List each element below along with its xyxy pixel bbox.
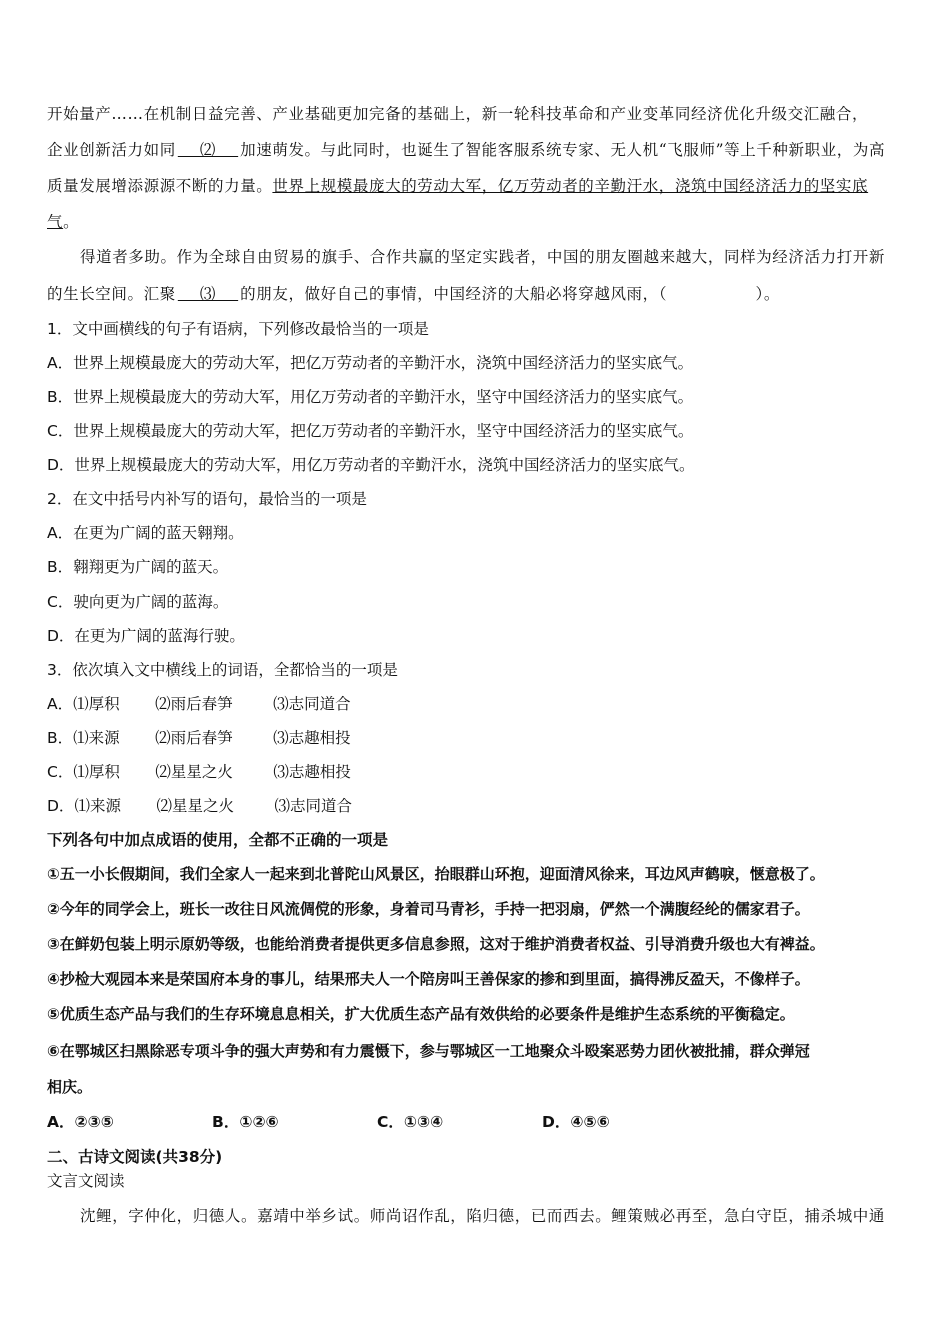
question-4-stem: 下列各句中加点成语的使用，全都不正确的一项是: [47, 831, 389, 849]
question-3-stem: 3．依次填入文中横线上的词语，全都恰当的一项是: [47, 661, 398, 679]
option-letter: D．: [47, 797, 75, 815]
passage-text: 企业创新活力如同: [47, 141, 176, 159]
question-4-sentence-5: ⑤优质生态产品与我们的生存环境息息相关，扩大优质生态产品有效供给的必要条件是维护生态系统的平衡稳定。: [47, 1005, 795, 1023]
question-4-sentence-4: ④抄检大观园本来是荣国府本身的事儿，结果邢夫人一个陪房叫王善保家的掺和到里面，搞得沸反盈天，不像样子。: [47, 970, 810, 988]
question-1-option-a: A．世界上规模最庞大的劳动大军，把亿万劳动者的辛勤汗水，浇筑中国经济活力的坚实底气。: [47, 354, 694, 372]
question-3-option-a: [47, 693, 910, 715]
option-letter: B．: [47, 729, 74, 747]
question-4-answers: [47, 1111, 910, 1133]
question-1-option-d: D．世界上规模最庞大的劳动大军，用亿万劳动者的辛勤汗水，浇筑中国经济活力的坚实底气。: [47, 456, 695, 474]
passage-text: 的生长空间。汇聚: [47, 285, 176, 303]
question-1-option-c: C．世界上规模最庞大的劳动大军，把亿万劳动者的辛勤汗水，坚守中国经济活力的坚实底气。: [47, 422, 694, 440]
passage-line: [47, 175, 910, 197]
classical-text-line: 沈鲤，字仲化，归德人。嘉靖中举乡试。师尚诏作乱，陷归德，已而西去。鲤策贼必再至，急白守臣，捕杀城中通: [80, 1207, 886, 1225]
question-1-option-b: B．世界上规模最庞大的劳动大军，用亿万劳动者的辛勤汗水，坚守中国经济活力的坚实底气。: [47, 388, 694, 406]
fill-blank-2: ⑵: [177, 141, 239, 159]
question-2-option-c: C．驶向更为广阔的蓝海。: [47, 593, 229, 611]
question-3-option-c: [47, 761, 910, 783]
passage-line: [47, 139, 910, 161]
underlined-sentence: 世界上规模最庞大的劳动大军，亿万劳动者的辛勤汗水，浇筑中国经济活力的坚实底: [272, 177, 869, 195]
passage-line: [80, 246, 910, 268]
option-word: ⑴厚积: [73, 695, 120, 713]
question-4-sentence-6-cont: 相庆。: [47, 1078, 93, 1096]
option-word: ⑶志趣相投: [273, 729, 351, 747]
passage-text: 。: [63, 213, 80, 231]
option-word: ⑶志趣相投: [273, 763, 351, 781]
question-4-sentence-6: ⑥在鄂城区扫黑除恶专项斗争的强大声势和有力震慑下，参与鄂城区一工地聚众斗殴案恶势力团伙被批捕，群众弹冠: [47, 1042, 810, 1060]
section-subtitle: 文言文阅读: [47, 1172, 125, 1190]
answer-option-b: B．①②⑥: [212, 1113, 279, 1131]
answer-option-d: D．④⑤⑥: [542, 1113, 610, 1131]
fill-blank-3: ⑶: [177, 285, 239, 303]
question-2-stem: 2．在文中括号内补写的语句，最恰当的一项是: [47, 490, 367, 508]
passage-text: 加速萌发。与此同时，也诞生了智能客服系统专家、无人机“飞服师”等上千种新职业，为高: [240, 141, 886, 159]
option-word: ⑵星星之火: [156, 797, 234, 815]
question-1-stem: 1．文中画横线的句子有语病，下列修改最恰当的一项是: [47, 320, 429, 338]
option-letter: A．: [47, 695, 74, 713]
passage-text: 开始量产……在机制日益完善、产业基础更加完备的基础上，新一轮科技革命和产业变革同经济优化升级交汇融合，: [47, 105, 869, 123]
question-3-option-d: [47, 795, 910, 817]
passage-line: [47, 103, 910, 125]
option-letter: C．: [47, 763, 74, 781]
option-word: ⑴来源: [74, 797, 121, 815]
option-word: ⑴厚积: [73, 763, 120, 781]
question-4-sentence-1: ①五一小长假期间，我们全家人一起来到北普陀山风景区，抬眼群山环抱，迎面清风徐来，耳边风声鹤唳，惬意极了。: [47, 865, 825, 883]
option-word: ⑶志同道合: [273, 695, 351, 713]
option-word: ⑵星星之火: [155, 763, 233, 781]
answer-option-c: C．①③④: [377, 1113, 444, 1131]
option-word: ⑵雨后春笋: [155, 695, 233, 713]
question-4-sentence-3: ③在鲜奶包装上明示原奶等级，也能给消费者提供更多信息参照，这对于维护消费者权益、引导消费升级也大有裨益。: [47, 935, 825, 953]
passage-line: [47, 283, 910, 305]
question-2-option-d: D．在更为广阔的蓝海行驶。: [47, 627, 245, 645]
option-word: ⑴来源: [73, 729, 120, 747]
passage-text: 的朋友，做好自己的事情，中国经济的大船必将穿越风雨，（ ）。: [240, 285, 780, 303]
question-2-option-b: B．翱翔更为广阔的蓝天。: [47, 558, 229, 576]
question-3-option-b: [47, 727, 910, 749]
answer-option-a: A．②③⑤: [47, 1113, 114, 1131]
option-word: ⑵雨后春笋: [155, 729, 233, 747]
underlined-sentence: 气: [47, 213, 64, 231]
section-title: 二、古诗文阅读(共38分): [47, 1148, 223, 1166]
passage-line: [47, 211, 910, 233]
passage-text: 质量发展增添源源不断的力量。: [47, 177, 273, 195]
question-4-sentence-2: ②今年的同学会上，班长一改往日风流倜傥的形象，身着司马青衫，手持一把羽扇，俨然一个满腹经纶的儒家君子。: [47, 900, 810, 918]
passage-text: 得道者多助。作为全球自由贸易的旗手、合作共赢的坚定实践者，中国的朋友圈越来越大，同样为经济活力打开新: [80, 248, 886, 266]
question-2-option-a: A．在更为广阔的蓝天翱翔。: [47, 524, 244, 542]
option-word: ⑶志同道合: [274, 797, 352, 815]
